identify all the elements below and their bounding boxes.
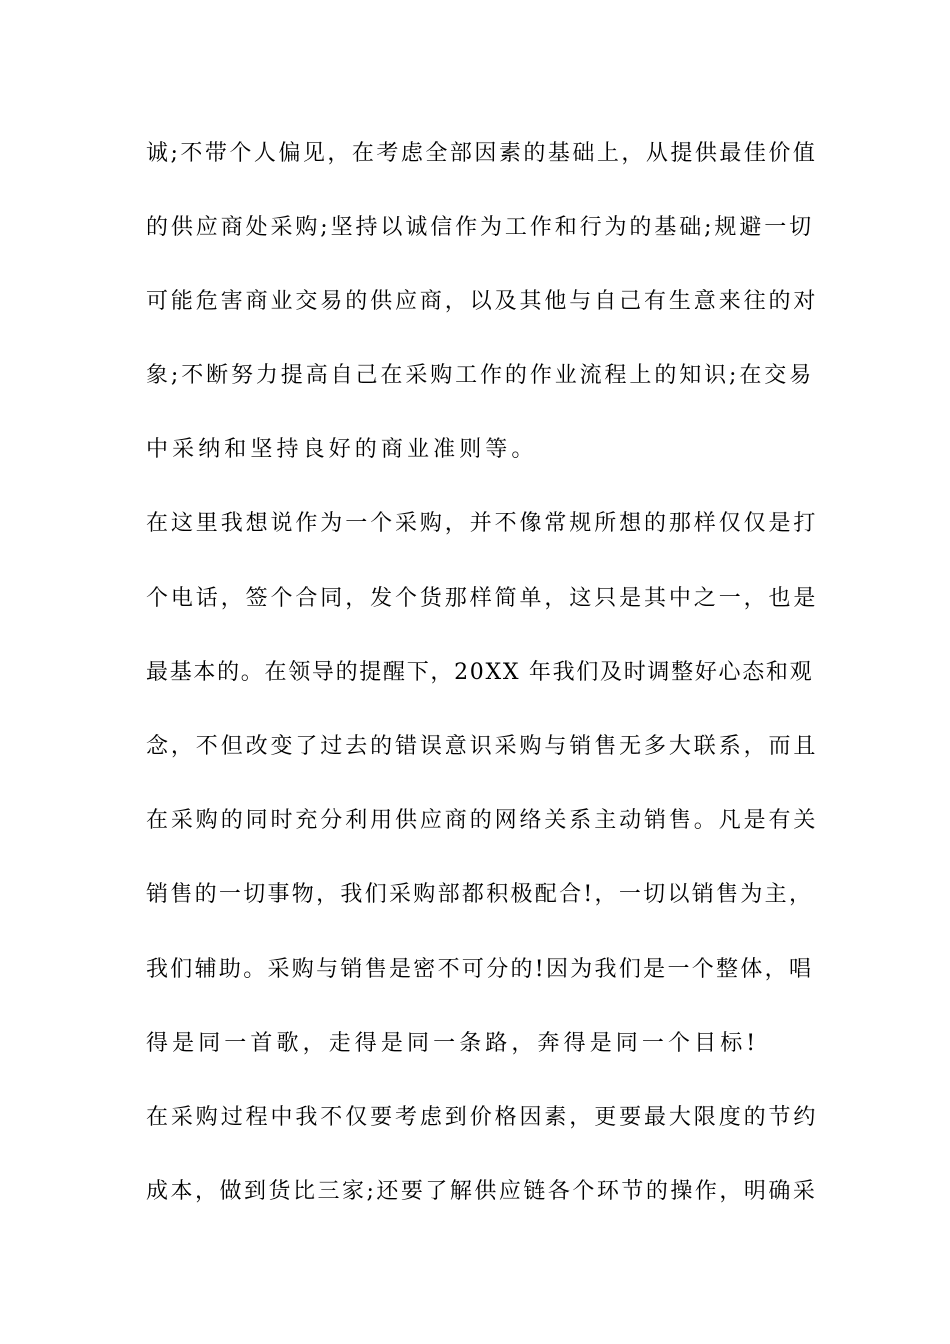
paragraph-1-line-5: 中采纳和坚持良好的商业准则等。 bbox=[146, 437, 538, 462]
paragraph-2-line-2: 个电话，签个合同，发个货那样简单，这只是其中之一，也是 bbox=[146, 586, 819, 611]
paragraph-1-line-3: 可能危害商业交易的供应商，以及其他与自己有生意来往的对 bbox=[146, 289, 819, 314]
paragraph-2-line-3: 最基本的。在领导的提醒下，20XX 年我们及时调整好心态和观 bbox=[146, 660, 814, 685]
paragraph-1-line-1: 诚;不带个人偏见，在考虑全部因素的基础上，从提供最佳价值 bbox=[146, 141, 818, 166]
paragraph-2-line-4: 念，不但改变了过去的错误意识采购与销售无多大联系，而且 bbox=[146, 734, 819, 759]
paragraph-3-line-2: 成本，做到货比三家;还要了解供应链各个环节的操作，明确采 bbox=[146, 1179, 818, 1204]
paragraph-1-line-4: 象;不断努力提高自己在采购工作的作业流程上的知识;在交易 bbox=[146, 363, 815, 388]
paragraph-2-line-6: 销售的一切事物，我们采购部都积极配合!，一切以销售为主， bbox=[146, 882, 814, 907]
paragraph-2-line-7: 我们辅助。采购与销售是密不可分的!因为我们是一个整体，唱 bbox=[146, 957, 814, 982]
paragraph-3-line-1: 在采购过程中我不仅要考虑到价格因素，更要最大限度的节约 bbox=[146, 1105, 819, 1130]
paragraph-1-line-2: 的供应商处采购;坚持以诚信作为工作和行为的基础;规避一切 bbox=[146, 215, 815, 240]
paragraph-2-line-5: 在采购的同时充分利用供应商的网络关系主动销售。凡是有关 bbox=[146, 808, 819, 833]
paragraph-2-line-8: 得是同一首歌，走得是同一条路，奔得是同一个目标! bbox=[146, 1031, 760, 1056]
paragraph-2-line-1: 在这里我想说作为一个采购，并不像常规所想的那样仅仅是打 bbox=[146, 511, 819, 536]
